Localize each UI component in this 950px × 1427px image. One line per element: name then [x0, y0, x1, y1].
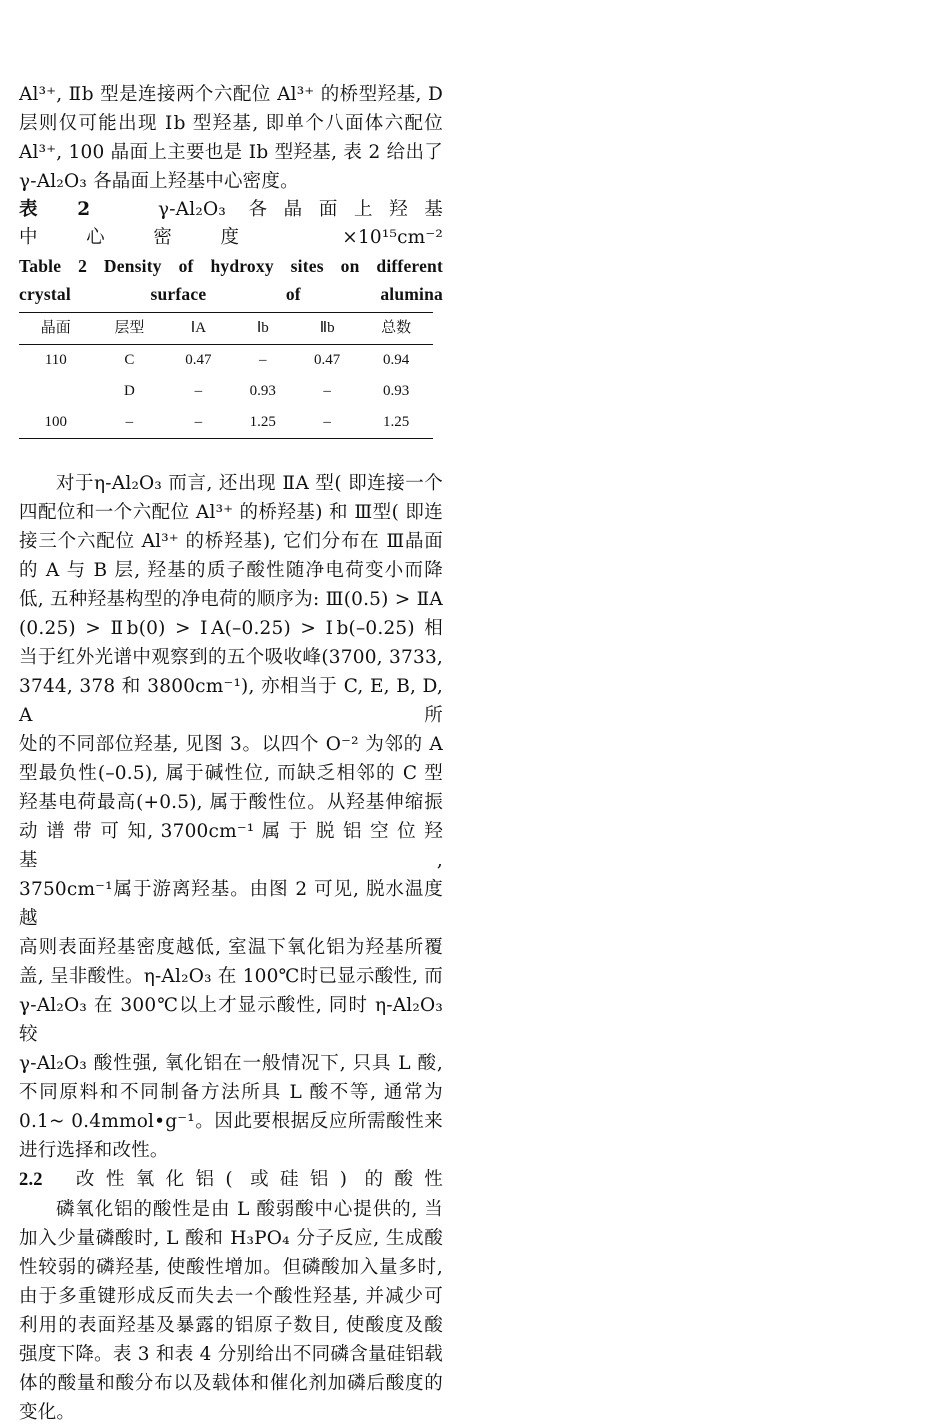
section-title: 改性氧化铝( 或硅铝) 的酸性 — [64, 1169, 443, 1190]
intro-paragraph — [19, 80, 443, 196]
table-cell: 1.25 — [249, 414, 276, 430]
table-cell: D — [123, 383, 135, 399]
text-line: Al³⁺, Ⅱb 型是连接两个六配位 Al³⁺ 的桥型羟基, D — [19, 84, 443, 105]
table-cell: – — [194, 383, 203, 399]
text-line: 利用的表面羟基及暴露的铝原子数目, 使酸度及酸 — [19, 1315, 443, 1336]
table-cell: – — [194, 414, 203, 430]
table-cell: 110 — [44, 352, 67, 368]
text-line: 层则仅可能出现 Ⅰb 型羟基, 即单个八面体六配位 — [19, 113, 443, 134]
table-cell: 0.47 — [185, 352, 212, 368]
table-cell — [19, 376, 93, 407]
paragraph-modified-alumina — [19, 1195, 443, 1427]
table-row — [19, 376, 433, 407]
text-line: 3744, 378 和 3800cm⁻¹), 亦相当于 C, E, B, D, A 所 — [19, 676, 443, 726]
table-cell: 0.47 — [314, 352, 341, 368]
table-cell: 0.94 — [383, 352, 410, 368]
text-line: 变化。 — [19, 1402, 76, 1423]
text-line: 低, 五种羟基构型的净电荷的顺序为: Ⅲ(0.5) > ⅡA — [19, 589, 443, 610]
text-line: 处的不同部位羟基, 见图 3。以四个 O⁻² 为邻的 A — [19, 734, 443, 755]
column-header: ⅠA — [190, 320, 207, 336]
text-line: 强度下降。表 3 和表 4 分别给出不同磷含量硅铝载 — [19, 1344, 443, 1365]
text-line: Al³⁺, 100 晶面上主要也是 Ⅰb 型羟基, 表 2 给出了 — [19, 142, 443, 163]
section-heading — [19, 1165, 443, 1195]
column-header: Ⅱb — [319, 320, 335, 336]
section-number: 2.2 — [19, 1170, 43, 1190]
text-line: γ-Al₂O₃ 各晶面上羟基中心密度。 — [19, 171, 299, 192]
text-line: 不同原料和不同制备方法所具 L 酸不等, 通常为 — [19, 1082, 443, 1103]
text-line: (0.25) > Ⅱb(0) > ⅠA(–0.25) > Ⅰb(–0.25) 相 — [19, 618, 443, 639]
table-cell: – — [125, 414, 134, 430]
table-row — [19, 407, 433, 439]
table-cell: – — [259, 352, 267, 368]
table-header-row — [19, 313, 433, 345]
table-caption-cn — [19, 196, 443, 224]
text-line: 接三个六配位 Al³⁺ 的桥羟基), 它们分布在 Ⅲ晶面 — [19, 531, 443, 552]
text-line: 高则表面羟基密度越低, 室温下氧化铝为羟基所覆 — [19, 937, 443, 958]
paragraph-acidity — [19, 469, 443, 1165]
table-cell: 1.25 — [383, 414, 410, 430]
table-cell: – — [323, 414, 331, 430]
data-table — [19, 312, 433, 439]
table-row — [19, 345, 433, 377]
table-caption-en-line2: crystal surface of alumina — [19, 284, 443, 304]
text-line: γ-Al₂O₃ 在 300℃以上才显示酸性, 同时 η-Al₂O₃ 较 — [19, 995, 443, 1045]
text-line: 3750cm⁻¹属于游离羟基。由图 2 可见, 脱水温度越 — [19, 879, 443, 929]
table-caption-label: 表 2 — [19, 199, 91, 220]
text-line: 0.1~ 0.4mmol•g⁻¹。因此要根据反应所需酸性来 — [19, 1111, 443, 1132]
text-line: 进行选择和改性。 — [19, 1140, 169, 1161]
column-header: 总数 — [381, 320, 412, 336]
column-header: Ⅰb — [256, 320, 269, 336]
text-line: 的 A 与 B 层, 羟基的质子酸性随净电荷变小而降 — [19, 560, 443, 581]
text-line: 当于红外光谱中观察到的五个吸收峰(3700, 3733, — [19, 647, 443, 668]
text-line: 羟基电荷最高(+0.5), 属于酸性位。从羟基伸缩振 — [19, 792, 443, 813]
table-cell: 0.93 — [383, 383, 410, 399]
table-2 — [19, 196, 443, 439]
text-line: 由于多重键形成反而失去一个酸性羟基, 并减少可 — [19, 1286, 443, 1307]
text-line: 加入少量磷酸时, L 酸和 H₃PO₄ 分子反应, 生成酸 — [19, 1228, 443, 1249]
table-caption-cn-line2: 中心密度 ×10¹⁵cm⁻² — [19, 227, 443, 248]
text-line: 四配位和一个六配位 Al³⁺ 的桥羟基) 和 Ⅲ型( 即连 — [19, 502, 443, 523]
table-cell: C — [124, 352, 135, 368]
text-line: 性较弱的磷羟基, 使酸性增加。但磷酸加入量多时, — [19, 1257, 443, 1278]
text-line: 盖, 呈非酸性。η-Al₂O₃ 在 100℃时已显示酸性, 而 — [19, 966, 443, 987]
text-line: 磷氧化铝的酸性是由 L 酸弱酸中心提供的, 当 — [56, 1199, 443, 1220]
table-cell: 100 — [44, 414, 68, 430]
text-column — [19, 80, 443, 1427]
table-cell: 0.93 — [249, 383, 276, 399]
text-line: 动 谱 带 可 知, 3700cm⁻¹ 属 于 脱 铝 空 位 羟 基, — [19, 821, 443, 871]
table-cell: – — [323, 383, 331, 399]
text-line: 型最负性(–0.5), 属于碱性位, 而缺乏相邻的 C 型 — [19, 763, 443, 784]
column-header: 层型 — [114, 320, 145, 336]
column-header: 晶面 — [40, 320, 71, 336]
text-line: 对于η-Al₂O₃ 而言, 还出现 ⅡA 型( 即连接一个 — [56, 473, 443, 494]
text-line: γ-Al₂O₃ 酸性强, 氧化铝在一般情况下, 只具 L 酸, — [19, 1053, 443, 1074]
table-caption-title: γ-Al₂O₃ 各晶面上羟基 — [157, 199, 443, 220]
text-line: 体的酸量和酸分布以及载体和催化剂加磷后酸度的 — [19, 1373, 443, 1394]
table-caption-en: Table 2 Density of hydroxy sites on different — [19, 256, 443, 276]
